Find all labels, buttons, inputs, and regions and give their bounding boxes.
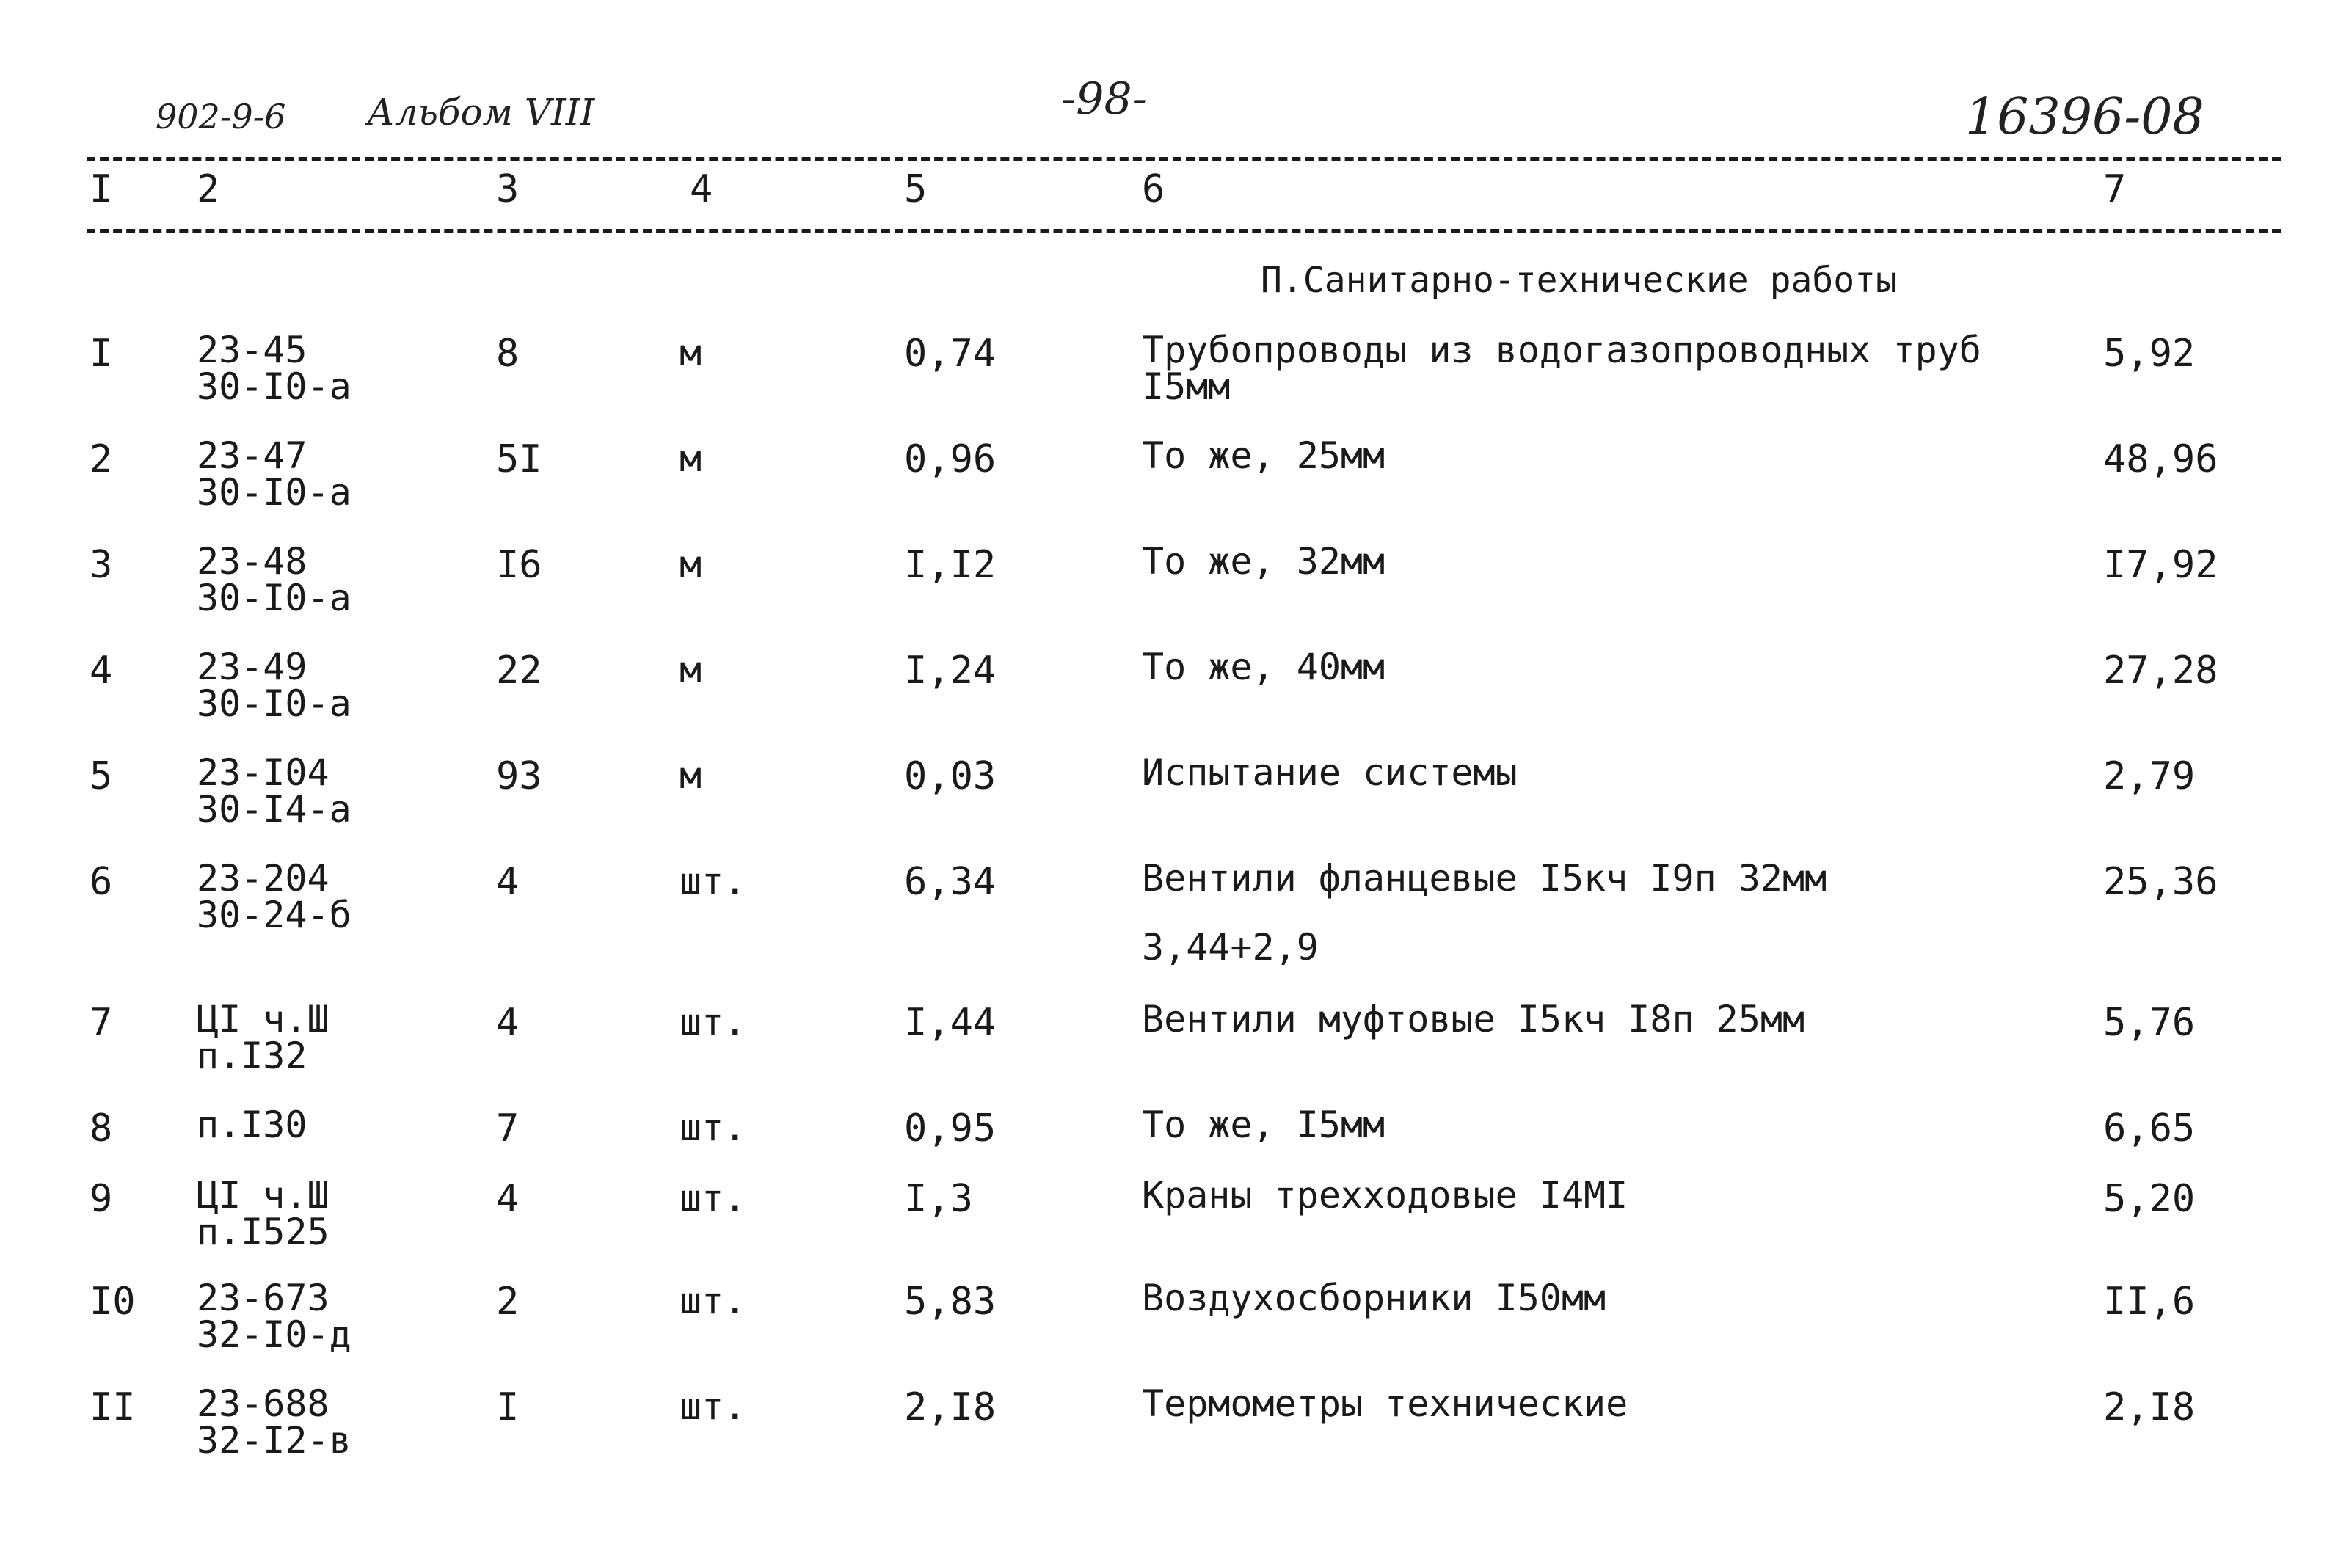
row-number: II bbox=[90, 1385, 136, 1429]
row-code bbox=[197, 1104, 307, 1146]
row-unit: м bbox=[680, 332, 702, 374]
description-line-1: Термометры технические bbox=[1142, 1382, 1628, 1425]
code-line-1: ЦI ч.Ш bbox=[197, 1174, 329, 1217]
row-unit-price: I,24 bbox=[904, 649, 997, 693]
row-unit-price: I,I2 bbox=[904, 543, 997, 587]
row-description bbox=[1142, 1277, 1606, 1319]
description-line-1: Воздухосборники I50мм bbox=[1142, 1277, 1606, 1319]
row-number: I bbox=[90, 332, 113, 376]
description-line-1: То же, 40мм bbox=[1142, 646, 1385, 688]
row-unit-price: 0,03 bbox=[904, 754, 997, 798]
row-number: 2 bbox=[90, 437, 113, 481]
description-line-1: То же, 32мм bbox=[1142, 540, 1385, 583]
description-line-1: Испытание системы bbox=[1142, 751, 1518, 794]
description-line-1: То же, 25мм bbox=[1142, 434, 1385, 477]
description-line-1: Краны трехходовые I4МI bbox=[1142, 1174, 1628, 1217]
top-dashed-rule bbox=[87, 157, 2281, 161]
table-row bbox=[0, 540, 2349, 631]
row-quantity: 7 bbox=[496, 1106, 520, 1151]
code-line-1: ЦI ч.Ш bbox=[197, 998, 329, 1040]
row-unit: шт. bbox=[680, 1106, 746, 1149]
table-row bbox=[0, 434, 2349, 525]
code-line-2: 30-I4-а bbox=[197, 788, 352, 831]
row-total: 27,28 bbox=[2103, 649, 2218, 693]
row-quantity: 93 bbox=[496, 754, 542, 798]
row-number: I0 bbox=[90, 1280, 136, 1324]
description-line-1: Вентили фланцевые I5кч I9п 32мм bbox=[1142, 857, 1827, 900]
row-unit: шт. bbox=[680, 1280, 746, 1322]
code-line-1: п.I30 bbox=[197, 1104, 307, 1146]
album-label: Альбом VIII bbox=[367, 91, 595, 134]
row-description bbox=[1142, 646, 1385, 688]
column-header-6: 6 bbox=[1142, 167, 1165, 211]
row-unit: м bbox=[680, 543, 702, 586]
description-line-1: То же, I5мм bbox=[1142, 1104, 1385, 1146]
row-unit: шт. bbox=[680, 860, 746, 902]
row-quantity: 4 bbox=[496, 1177, 520, 1221]
row-quantity: 2 bbox=[496, 1280, 520, 1324]
description-line-1: Трубопроводы из водогазопроводных труб bbox=[1142, 329, 1981, 371]
row-unit-price: 0,96 bbox=[904, 437, 997, 481]
description-line-2: I5мм bbox=[1142, 365, 1231, 408]
table-row bbox=[0, 998, 2349, 1089]
code-line-1: 23-673 bbox=[197, 1277, 329, 1319]
row-total: 5,92 bbox=[2103, 332, 2196, 376]
code-line-2: 30-24-б bbox=[197, 894, 352, 936]
header-dashed-rule bbox=[87, 229, 2281, 233]
row-description bbox=[1142, 998, 1805, 1040]
row-description bbox=[1142, 1382, 1628, 1425]
code-line-1: 23-45 bbox=[197, 329, 307, 371]
row-unit-price: 0,95 bbox=[904, 1106, 997, 1151]
row-quantity: 4 bbox=[496, 860, 520, 904]
row-code bbox=[197, 646, 352, 725]
row-description bbox=[1142, 434, 1385, 477]
row-description bbox=[1142, 857, 1827, 900]
row-number: 9 bbox=[90, 1177, 113, 1221]
row-total: 48,96 bbox=[2103, 437, 2218, 481]
row-quantity: 5I bbox=[496, 437, 542, 481]
table-row bbox=[0, 1174, 2349, 1265]
document-number: 16396-08 bbox=[1965, 88, 2204, 146]
code-line-2: 30-I0-а bbox=[197, 577, 352, 619]
code-line-2: п.I525 bbox=[197, 1211, 329, 1253]
row-total: 2,I8 bbox=[2103, 1385, 2196, 1429]
column-header-5: 5 bbox=[904, 167, 928, 211]
row-number: 5 bbox=[90, 754, 113, 798]
code-line-2: 32-I2-в bbox=[197, 1419, 352, 1462]
code-line-1: 23-47 bbox=[197, 434, 307, 477]
row-unit-price: 2,I8 bbox=[904, 1385, 997, 1429]
code-line-1: 23-688 bbox=[197, 1382, 329, 1425]
row-description bbox=[1142, 1104, 1385, 1146]
code-line-1: 23-48 bbox=[197, 540, 307, 583]
row-description bbox=[1142, 1174, 1628, 1217]
code-line-1: 23-204 bbox=[197, 857, 329, 900]
row-code bbox=[197, 1382, 352, 1462]
column-header-4: 4 bbox=[690, 167, 713, 211]
row-code bbox=[197, 751, 352, 831]
row-code bbox=[197, 329, 352, 408]
row-unit: шт. bbox=[680, 1001, 746, 1043]
row-unit-price: I,3 bbox=[904, 1177, 973, 1221]
row-code bbox=[197, 998, 329, 1077]
row-quantity: 4 bbox=[496, 1001, 520, 1045]
row-total: 5,20 bbox=[2103, 1177, 2196, 1221]
section-title: П.Санитарно-технические работы bbox=[1261, 260, 1897, 301]
table-row bbox=[0, 1382, 2349, 1473]
row-unit-price: 5,83 bbox=[904, 1280, 997, 1324]
row-total: 5,76 bbox=[2103, 1001, 2196, 1045]
row-unit-price: 6,34 bbox=[904, 860, 997, 904]
row-quantity: I6 bbox=[496, 543, 542, 587]
table-row bbox=[0, 1277, 2349, 1368]
project-code: 902-9-6 bbox=[156, 97, 286, 136]
column-header-3: 3 bbox=[496, 167, 520, 211]
row-total: II,6 bbox=[2103, 1280, 2196, 1324]
row-number: 4 bbox=[90, 649, 113, 693]
row-total: 2,79 bbox=[2103, 754, 2196, 798]
row-unit: м bbox=[680, 437, 702, 480]
row-total: 25,36 bbox=[2103, 860, 2218, 904]
row-description bbox=[1142, 751, 1518, 794]
row-unit: м bbox=[680, 754, 702, 797]
row-number: 3 bbox=[90, 543, 113, 587]
code-line-2: 30-I0-а bbox=[197, 471, 352, 514]
code-line-1: 23-I04 bbox=[197, 751, 329, 794]
table-row bbox=[0, 751, 2349, 842]
row-unit-price: I,44 bbox=[904, 1001, 997, 1045]
row-description bbox=[1142, 540, 1385, 583]
row-code bbox=[197, 434, 352, 514]
row-unit-price: 0,74 bbox=[904, 332, 997, 376]
code-line-2: п.I32 bbox=[197, 1035, 307, 1077]
row-number: 6 bbox=[90, 860, 113, 904]
row-number: 7 bbox=[90, 1001, 113, 1045]
table-row bbox=[0, 329, 2349, 420]
code-line-2: 30-I0-а bbox=[197, 682, 352, 725]
row-code bbox=[197, 540, 352, 619]
code-line-1: 23-49 bbox=[197, 646, 307, 688]
row-code bbox=[197, 857, 352, 936]
row-quantity: 22 bbox=[496, 649, 542, 693]
column-header-7: 7 bbox=[2103, 167, 2127, 211]
row-6-calculation-note: 3,44+2,9 bbox=[1142, 926, 1319, 969]
row-code bbox=[197, 1277, 352, 1356]
table-row bbox=[0, 646, 2349, 737]
code-line-2: 32-I0-д bbox=[197, 1313, 352, 1356]
row-code bbox=[197, 1174, 329, 1253]
row-quantity: I bbox=[496, 1385, 520, 1429]
column-header-2: 2 bbox=[197, 167, 220, 211]
row-unit: шт. bbox=[680, 1385, 746, 1428]
row-quantity: 8 bbox=[496, 332, 520, 376]
row-total: I7,92 bbox=[2103, 543, 2218, 587]
code-line-2: 30-I0-а bbox=[197, 365, 352, 408]
column-header-1: I bbox=[90, 167, 113, 211]
row-number: 8 bbox=[90, 1106, 113, 1151]
description-line-1: Вентили муфтовые I5кч I8п 25мм bbox=[1142, 998, 1805, 1040]
row-total: 6,65 bbox=[2103, 1106, 2196, 1151]
page-number: -98- bbox=[1061, 73, 1147, 125]
row-unit: шт. bbox=[680, 1177, 746, 1219]
row-unit: м bbox=[680, 649, 702, 691]
row-description bbox=[1142, 329, 1981, 408]
